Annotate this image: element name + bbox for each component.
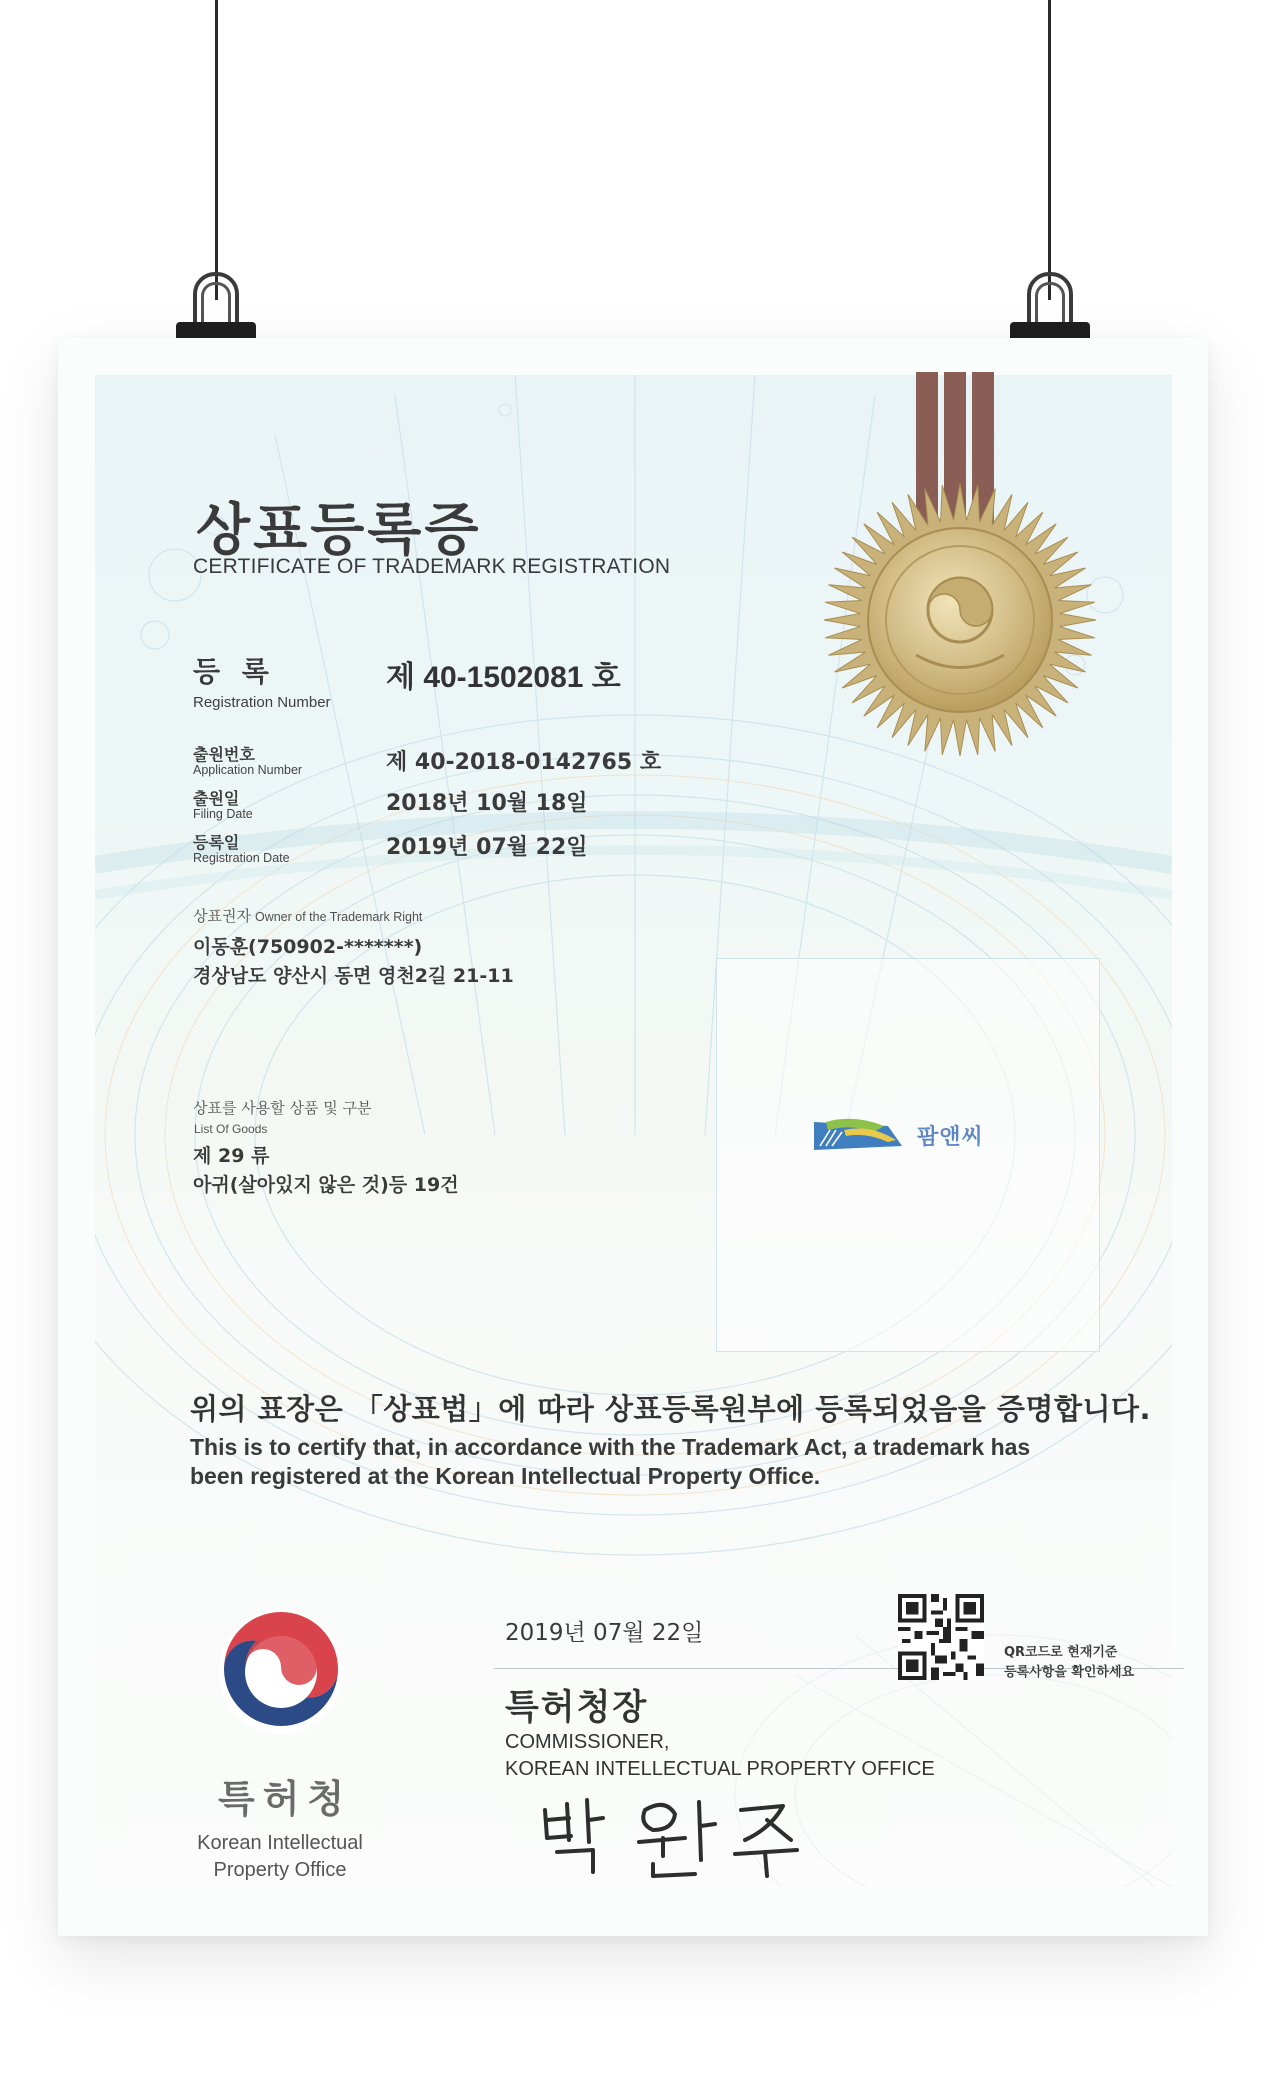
owner-label-en: Owner of the Trademark Right <box>254 910 423 924</box>
commissioner-title-ko: 특허청장 <box>505 1688 649 1728</box>
qr-instruction-line2: 등록사항을 확인하세요 <box>1004 1665 1135 1680</box>
filing-date-label-en: Filing Date <box>193 807 253 821</box>
owner-label-ko: 상표권자 <box>193 907 251 925</box>
kipo-name-en-line1: Korean Intellectual <box>197 1832 363 1854</box>
commissioner-signature <box>535 1780 835 1880</box>
registration-date-label-en: Registration Date <box>193 851 290 865</box>
kipo-name-ko: 특허청 <box>218 1777 353 1821</box>
owner-address: 경상남도 양산시 동면 영천2길 21-11 <box>193 965 514 987</box>
certification-statement-ko: 위의 표장은 「상표법」에 따라 상표등록원부에 등록되었음을 증명합니다. <box>190 1392 1152 1426</box>
goods-label-en: List Of Goods <box>194 1122 268 1136</box>
certificate-title-en: CERTIFICATE OF TRADEMARK REGISTRATION <box>193 555 671 578</box>
issue-date: 2019년 07월 22일 <box>505 1620 704 1646</box>
commissioner-title-en: COMMISSIONER, <box>505 1731 670 1753</box>
qr-instruction-line1: QR코드로 현재기준 <box>1004 1645 1118 1660</box>
certification-statement-en: This is to certify that, in accordance with the Trademark Act, a trademark has been registered at the Korean Intellectual Property Office. <box>190 1434 1031 1489</box>
certificate-title-ko: 상표등록증 <box>196 498 482 563</box>
filing-date: 2018년 10월 18일 <box>386 791 588 816</box>
owner-label <box>193 905 422 926</box>
commissioner-office-en: KOREAN INTELLECTUAL PROPERTY OFFICE <box>505 1758 935 1780</box>
hanging-wire-left <box>215 0 218 300</box>
goods-class: 제 29 류 <box>193 1145 270 1167</box>
qr-instruction <box>1004 1643 1134 1683</box>
registration-number: 제 40-1502081 호 <box>386 661 621 694</box>
trademark-logo-icon <box>814 1116 914 1158</box>
owner-name: 이동훈(750902-*******) <box>193 936 423 958</box>
registration-date: 2019년 07월 22일 <box>386 835 588 860</box>
kipo-name-en <box>180 1830 380 1884</box>
application-label-ko: 출원번호 <box>193 745 255 764</box>
filing-date-label-ko: 출원일 <box>193 789 240 808</box>
trademark-text: 팜앤씨 <box>917 1125 984 1150</box>
kipo-taegeuk-emblem-icon <box>214 1605 348 1739</box>
registration-label-ko: 등 록 <box>193 655 275 688</box>
application-number: 제 40-2018-0142765 호 <box>386 750 662 775</box>
kipo-name-en-line2: Property Office <box>213 1859 347 1881</box>
registration-date-label-ko: 등록일 <box>193 833 240 852</box>
hanging-wire-right <box>1048 0 1051 300</box>
application-label-en: Application Number <box>193 763 303 777</box>
goods-description: 아귀(살아있지 않은 것)등 19건 <box>193 1174 459 1196</box>
registration-label-en: Registration Number <box>193 694 331 711</box>
qr-code-icon <box>898 1594 984 1680</box>
gold-seal <box>820 480 1100 760</box>
goods-label-ko: 상표를 사용할 상품 및 구분 <box>193 1099 372 1117</box>
